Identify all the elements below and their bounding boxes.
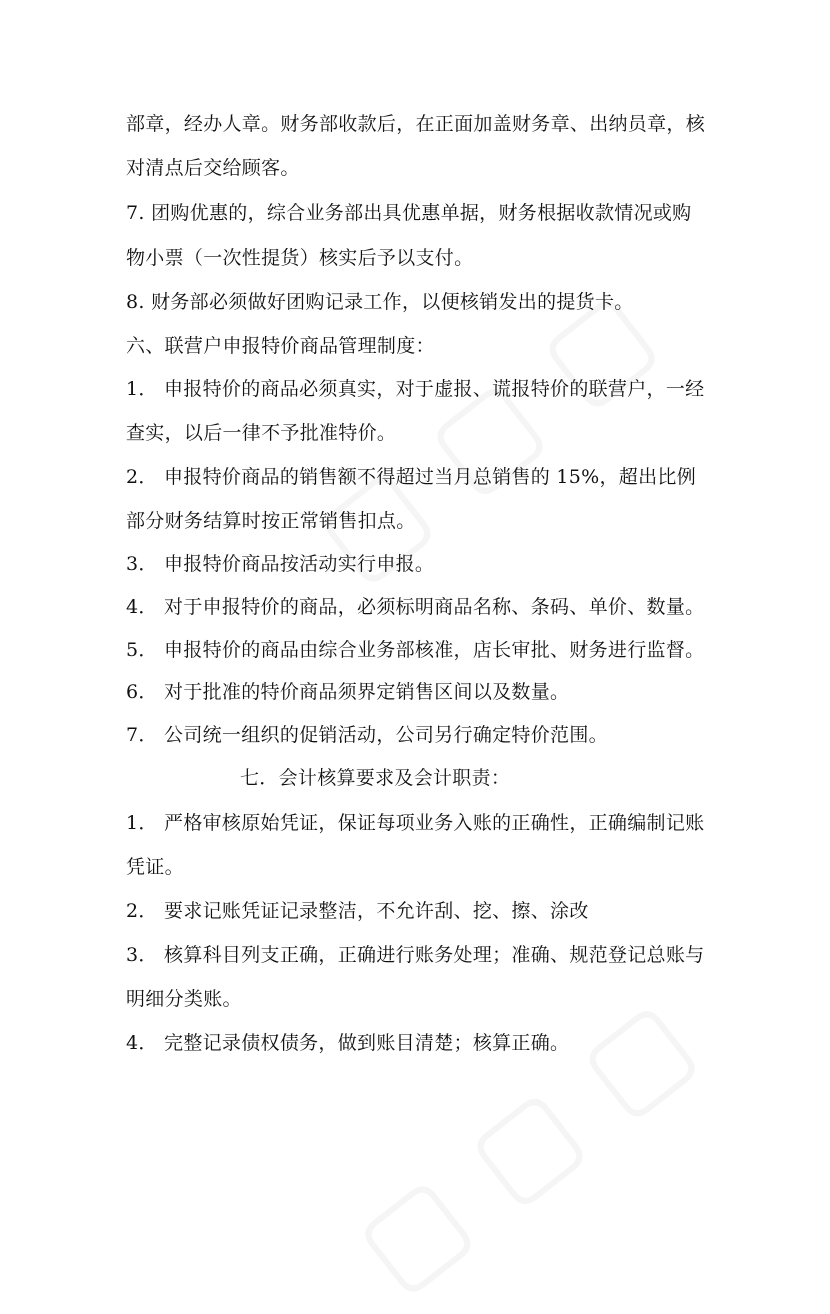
list-item-2b: 2． 要求记账凭证记录整洁，不允许刮、挖、擦、涂改 <box>126 900 589 922</box>
list-item-5: 5． 申报特价的商品由综合业务部核准，店长审批、财务进行监督。 <box>126 639 705 661</box>
list-item-4: 4． 对于申报特价的商品，必须标明商品名称、条码、单价、数量。 <box>126 596 705 618</box>
list-item-8: 8. 财务部必须做好团购记录工作，以便核销发出的提货卡。 <box>126 291 634 313</box>
list-item-4b: 4． 完整记录债权债务，做到账目清楚；核算正确。 <box>126 1032 570 1054</box>
paragraph-line: 部分财务结算时按正常销售扣点。 <box>126 510 416 532</box>
list-item-2: 2． 申报特价商品的销售额不得超过当月总销售的 15%，超出比例 <box>126 466 696 488</box>
list-item-1b: 1． 严格审核原始凭证，保证每项业务入账的正确性，正确编制记账 <box>126 812 705 834</box>
section-heading-6: 六、联营户申报特价商品管理制度： <box>126 335 435 357</box>
list-item-7: 7. 团购优惠的，综合业务部出具优惠单据，财务根据收款情况或购 <box>126 202 692 224</box>
paragraph-line: 凭证。 <box>126 856 184 878</box>
watermark <box>332 974 717 1314</box>
list-item-1: 1． 申报特价的商品必须真实，对于虚报、谎报特价的联营户，一经 <box>126 378 705 400</box>
paragraph-line: 部章，经办人章。财务部收款后，在正面加盖财务章、出纳员章，核 <box>126 113 706 135</box>
paragraph-line: 明细分类账。 <box>126 988 242 1010</box>
list-item-6: 6． 对于批准的特价商品须界定销售区间以及数量。 <box>126 681 570 703</box>
paragraph-line: 查实，以后一律不予批准特价。 <box>126 422 397 444</box>
list-item-7b: 7． 公司统一组织的促销活动，公司另行确定特价范围。 <box>126 724 608 746</box>
list-item-3: 3． 申报特价商品按活动实行申报。 <box>126 553 435 575</box>
section-heading-7: 七．会计核算要求及会计职责： <box>240 767 511 789</box>
paragraph-line: 物小票（一次性提货）核实后予以支付。 <box>126 247 474 269</box>
paragraph-line: 对清点后交给顾客。 <box>126 157 300 179</box>
list-item-3b: 3． 核算科目列支正确，正确进行账务处理；准确、规范登记总账与 <box>126 944 705 966</box>
